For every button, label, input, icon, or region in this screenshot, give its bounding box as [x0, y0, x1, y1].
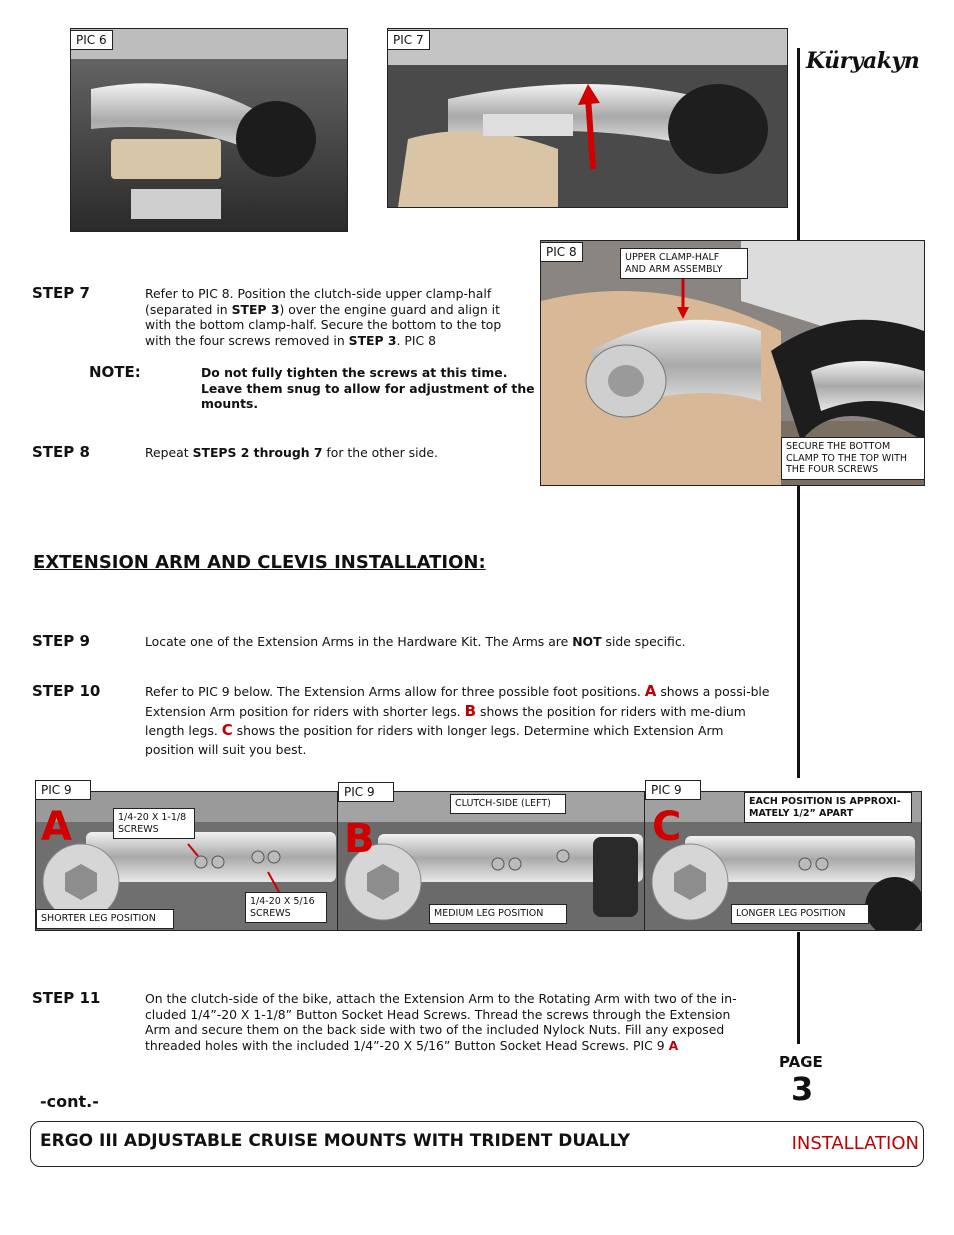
pic-9-letter-b: B: [344, 816, 375, 862]
continued-marker: -cont.-: [40, 1092, 99, 1111]
step-9-text: [145, 634, 765, 650]
step-11-letter-a: A: [668, 1037, 679, 1053]
step-9-label: STEP 9: [32, 632, 90, 650]
brand-logo: [806, 48, 919, 74]
step-10-text-part: shows the position for riders with longer legs. Determine which Extension Arm position will suit you best.: [145, 723, 724, 757]
page-number: 3: [791, 1070, 814, 1108]
pic-9-callout-screws-short: 1/4-20 X 5/16 SCREWS: [245, 892, 327, 923]
page-label: PAGE: [779, 1053, 823, 1071]
step-7-text: [145, 286, 517, 348]
pic-9-callout-screws-long: 1/4-20 X 1-1/8 SCREWS: [113, 808, 195, 839]
step-8-text: [145, 445, 517, 461]
vertical-rule-top: [797, 48, 800, 240]
step-11-text-part: On the clutch-side of the bike, attach the Extension Arm to the Rotating Arm with two of the in-cluded 1/4”-20 X 1-1/8” Button Socket Head Screws. Thread the screws through the Extension Arm and secure them on the back side with two of the included Nylock Nuts. Fill any exposed threaded holes with the included 1/4”-20 X 5/16” Button Socket Head Screws. PIC 9: [145, 991, 737, 1053]
pic-7-label: PIC 7: [387, 30, 430, 50]
step-8-text-part: Repeat: [145, 445, 193, 460]
pic-9-a-label: PIC 9: [35, 780, 91, 800]
vertical-rule-mid: [797, 486, 800, 778]
step-10-letter-a: A: [644, 682, 657, 700]
step-10-text-part: shows the position for riders with me-dium length legs.: [145, 703, 746, 738]
step-7-text-part: . PIC 8: [396, 332, 437, 348]
footer-title: ERGO III ADJUSTABLE CRUISE MOUNTS WITH TRIDENT DUALLY: [40, 1131, 631, 1151]
pic-9-letter-a: A: [41, 804, 72, 850]
step-10-text: [145, 682, 773, 759]
photo-pic-6: [70, 28, 348, 232]
step-7-label: STEP 7: [32, 284, 90, 302]
step-9-text-part: Locate one of the Extension Arms in the Hardware Kit. The Arms are: [145, 634, 573, 649]
pic-8-callout-bottom: SECURE THE BOTTOM CLAMP TO THE TOP WITH THE FOUR SCREWS: [781, 437, 925, 480]
step-7-text-part: ) over the engine guard and align it with the bottom clamp-half. Secure the bottom to the top with the four screws removed in: [145, 301, 502, 348]
step-11-text: [145, 991, 757, 1053]
step-7-bold-ref: STEP 3: [231, 301, 280, 317]
step-10-text-part: Refer to PIC 9 below. The Extension Arms allow for three possible foot positions.: [145, 684, 645, 699]
step-11-label: STEP 11: [32, 989, 101, 1007]
step-7-text-part: Refer to PIC 8. Position the clutch-side upper clamp-half (separated in: [145, 286, 492, 317]
step-8-label: STEP 8: [32, 443, 90, 461]
pic-8-callout-upper: UPPER CLAMP-HALF AND ARM ASSEMBLY: [620, 248, 748, 279]
step-8-bold-ref: STEPS 2 through 7: [192, 445, 323, 460]
step-10-letter-b: B: [464, 701, 477, 720]
pic-9-b-label: PIC 9: [338, 782, 394, 802]
section-heading: EXTENSION ARM AND CLEVIS INSTALLATION:: [33, 552, 486, 573]
step-8-text-part: for the other side.: [322, 445, 438, 460]
pic-9-callout-clutch: CLUTCH-SIDE (LEFT): [450, 794, 566, 814]
step-7-bold-ref: STEP 3: [348, 332, 397, 348]
brand-logo-text: Küryakyn: [806, 48, 920, 74]
pic-9-callout-approx: EACH POSITION IS APPROXI-MATELY 1/2” APART: [744, 792, 912, 823]
pic-9-callout-longer: LONGER LEG POSITION: [731, 904, 869, 924]
note-text: Do not fully tighten the screws at this time. Leave them snug to allow for adjustment of the mounts.: [201, 365, 535, 411]
pic-6-label: PIC 6: [70, 30, 113, 50]
pic-9-callout-medium: MEDIUM LEG POSITION: [429, 904, 567, 924]
footer-box: [30, 1121, 924, 1167]
step-10-text-part: shows a possi-ble Extension Arm position for riders with shorter legs.: [145, 684, 770, 719]
pic-9-letter-c: C: [652, 804, 682, 850]
step-10-label: STEP 10: [32, 682, 101, 700]
note-label: NOTE:: [89, 363, 141, 381]
pic-9-c-label: PIC 9: [645, 780, 701, 800]
step-9-bold-ref: NOT: [572, 634, 602, 649]
footer-section: INSTALLATION: [791, 1133, 919, 1154]
pic-9-callout-shorter: SHORTER LEG POSITION: [36, 909, 174, 929]
vertical-rule-bottom: [797, 932, 800, 1044]
step-9-text-part: side specific.: [601, 634, 686, 649]
pic-8-label: PIC 8: [540, 242, 583, 262]
step-10-letter-c: C: [221, 721, 233, 739]
photo-pic-7: [387, 28, 788, 208]
